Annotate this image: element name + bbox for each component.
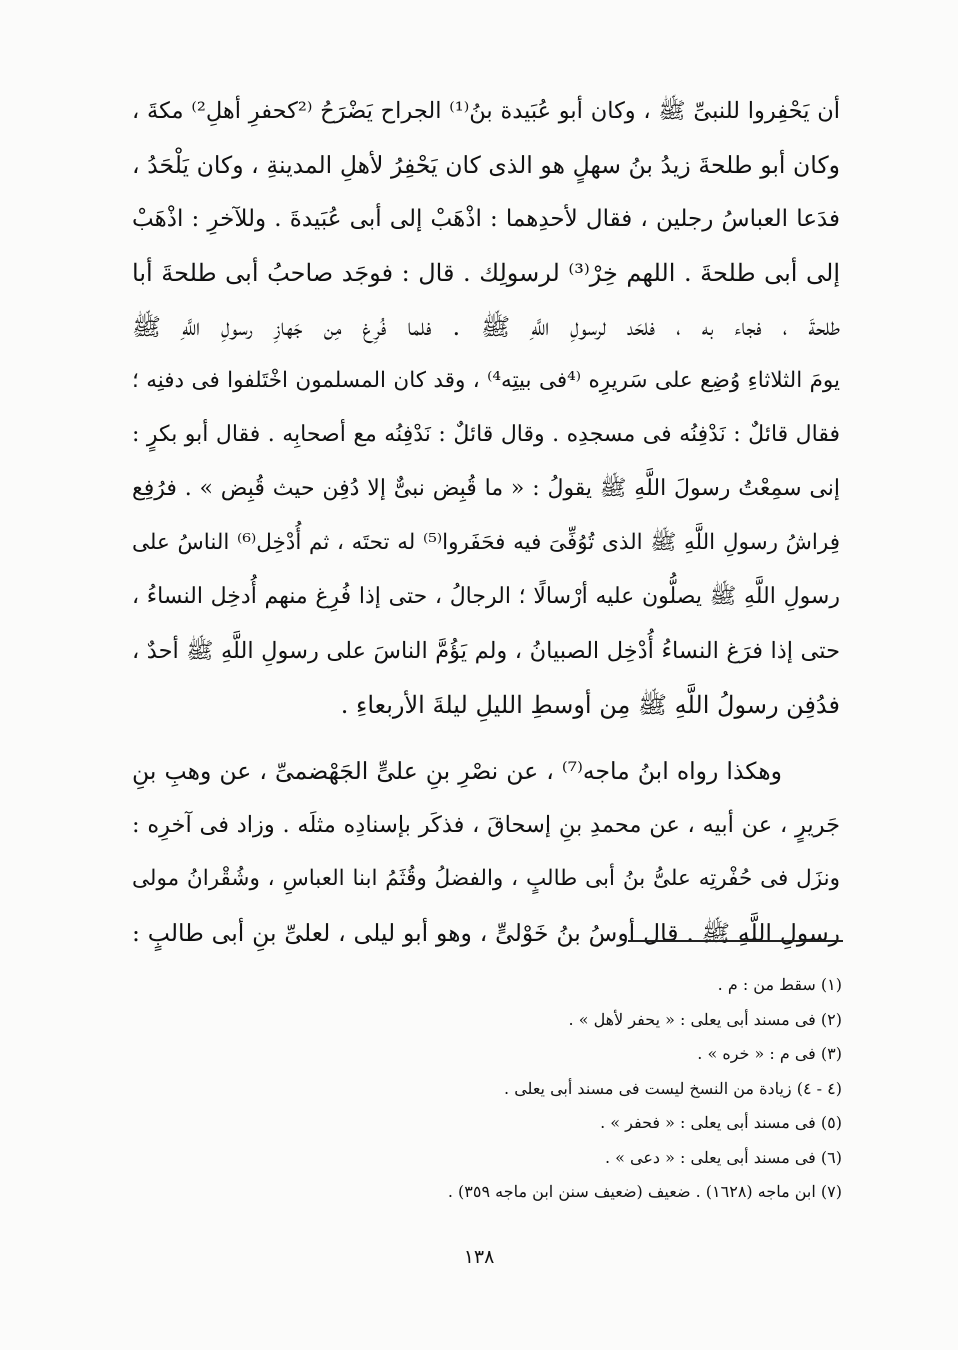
text-line: فدَعا العباسُ رجلين ، فقال لأحدِهما : اذْهَبْ إلى أبى عُبَيدةَ . وللآخرِ : اذْهَبْ — [132, 206, 840, 232]
footnote: (٦) فى مسند أبى يعلى : « دعى » . — [604, 1147, 842, 1167]
footnote: (٧) ابن ماجه (١٦٢٨) . ضعيف (ضعيف سنن ابن ماجه ٣٥٩) . — [447, 1182, 842, 1201]
text-line: طلحةَ ، فجاء به ، فلحَد لرسولِ اللَّهِ ﷺ . فلما فُرِغ مِن جَهازِ رسولِ اللَّهِ ﷺ — [132, 313, 840, 341]
main-text — [132, 84, 840, 960]
text-line: وهكذا رواه ابنُ ماجه⁽⁷⁾ ، عن نصْرِ بنِ علىٍّ الجَهْضمىِّ ، عن وهبِ بنِ — [132, 757, 783, 785]
text-line: حتى إذا فرَغ النساءُ أُدْخِل الصبيانُ ، ولم يَؤُمَّ الناسَ على رسولِ اللَّهِ ﷺ أحدٌ ، — [132, 638, 840, 664]
text-line: فقال قائلٌ : نَدْفِنُه فى مسجدِه . وقال قائلٌ : نَدْفِنُه مع أصحابِه . فقال أبو بكرٍ : — [132, 422, 840, 447]
text-line: أن يَحْفِروا للنبىِّ ﷺ ، وكان أبو عُبَيدة بنُ⁽¹⁾ الجراح يَضْرَحُ ⁽²كحفرِ أهلِ²⁾ مكةَ ، — [132, 98, 840, 124]
footnotes — [116, 968, 842, 1210]
text-line: إلى أبى طلحةَ . اللهم خِرْ⁽³⁾ لرسولِك . قال : فوجَد صاحبُ أبى طلحةَ أبا — [132, 259, 840, 287]
text-line: فدُفِن رسولُ اللَّهِ ﷺ مِن أوسطِ الليلِ ليلةَ الأربعاءِ . — [340, 691, 840, 719]
text-line: وكان أبو طلحةَ زيدُ بنُ سهلٍ هو الذى كان يَحْفِرُ لأهلِ المدينةِ ، وكان يَلْحَدُ ، — [132, 151, 840, 179]
footnote: (٤ - ٤) زيادة من النسخ ليست فى مسند أبى يعلى . — [504, 1078, 842, 1098]
paragraph-1 — [132, 84, 840, 732]
footnote: (٥) فى مسند أبى يعلى : « فحفر » . — [600, 1113, 842, 1132]
text-line: فِراشُ رسولِ اللَّهِ ﷺ الذى تُوُفِّىَ فيه فحَفَروا⁽⁵⁾ له تحتَه ، ثم أُدْخِل⁽⁶⁾ الناسُ على — [132, 530, 840, 555]
text-line: جَريرٍ ، عن أبيه ، عن محمدِ بنِ إسحاقَ ، فذكَر بإسنادِه مثلَه . وزاد فى آخرِه : — [132, 812, 840, 838]
footnote: (١) سقط من : م . — [717, 975, 842, 994]
footnote-separator — [628, 940, 843, 942]
text-line: إنى سمِعْتُ رسولَ اللَّهِ ﷺ يقولُ : « ما قُبِض نبىٌّ إلا دُفِن حيث قُبِض » . فرُفِع — [132, 476, 840, 501]
text-line: ونزَل فى حُفْرتِه علىُّ بنُ أبى طالبٍ ، والفضلُ وقُثَمُ ابنا العباسِ ، وشُقْرانُ مولى — [132, 866, 840, 891]
paragraph-2 — [132, 744, 840, 960]
text-line: رسولِ اللَّهِ ﷺ . قال أوسُ بنُ خَوْلىٍّ ، وهو أبو ليلى ، لعلىِّ بنِ أبى طالبٍ : — [132, 919, 840, 947]
text-line: يومَ الثلاثاءِ وُضِع على سَريرِه ⁽⁴فى بيتِه⁴⁾ ، وقد كان المسلمون اخْتَلفوا فى دفنِه ؛ — [132, 368, 840, 393]
footnote: (٣) فى م : « خره » . — [697, 1044, 842, 1063]
text-line: رسولِ اللَّهِ ﷺ يصلُّون عليه أرْسالًا ؛ الرجالُ ، حتى إذا فُرِغ منهم أُدخِل النساءُ ، — [132, 584, 840, 609]
footnote: (٢) فى مسند أبى يعلى : « يحفر لأهل » . — [568, 1009, 842, 1029]
page-number: ١٣٨ — [463, 1246, 495, 1268]
